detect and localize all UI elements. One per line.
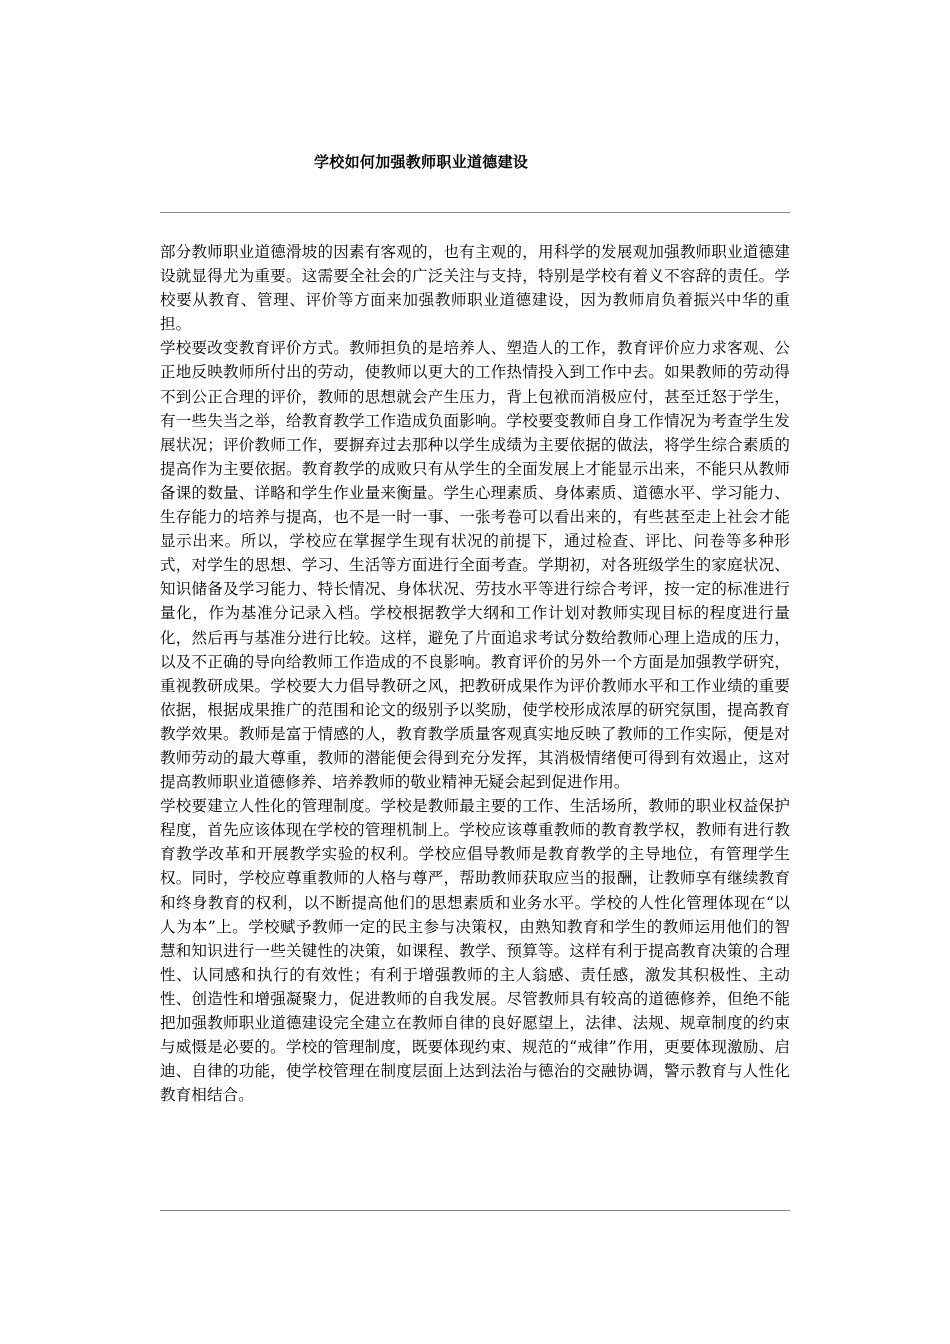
paragraph-management: 学校要建立人性化的管理制度。学校是教师最主要的工作、生活场所，教师的职业权益保护程度，首先应该体现在学校的管理机制上。学校应该尊重教师的教育教学权，教师有进行教育教学改革和开展教学实验的权利。学校应倡导教师是教育教学的主导地位，有管理学生权。同时，学校应尊重教师的人格与尊严，帮助教师获取应当的报酬，让教师享有继续教育和终身教育的权利，以不断提高他们的思想素质和业务水平。学校的人性化管理体现在“以人为本”上。学校赋予教师一定的民主参与决策权，由熟知教育和学生的教师运用他们的智慧和知识进行一些关键性的决策，如课程、教学、预算等。这样有利于提高教育决策的合理性、认同感和执行的有效性；有利于增强教师的主人翁感、责任感，激发其积极性、主动性、创造性和增强凝聚力，促进教师的自我发展。尽管教师具有较高的道德修养，但绝不能把加强教师职业道德建设完全建立在教师自律的良好愿望上，法律、法规、规章制度的约束与威慑是必要的。学校的管理制度，既要体现约束、规范的“戒律”作用，更要体现激励、启迪、自律的功能，使学校管理在制度层面上达到法治与德治的交融协调，警示教育与人性化教育相结合。 xyxy=(160,797,790,1105)
paragraph-evaluation: 学校要改变教育评价方式。教师担负的是培养人、塑造人的工作，教育评价应力求客观、公正地反映教师所付出的劳动，使教师以更大的工作热情投入到工作中去。如果教师的劳动得不到公正合理的评价，教师的思想就会产生压力，背上包袱而消极应付，甚至迁怒于学生，有一些失当之举，给教育教学工作造成负面影响。学校要变教师自身工作情况为考查学生发展状况；评价教师工作，要摒弃过去那种以学生成绩为主要依据的做法，将学生综合素质的提高作为主要依据。教育教学的成败只有从学生的全面发展上才能显示出来，不能只从教师备课的数量、详略和学生作业量来衡量。学生心理素质、身体素质、道德水平、学习能力、生存能力的培养与提高，也不是一时一事、一张考卷可以看出来的，有些甚至走上社会才能显示出来。所以，学校应在掌握学生现有状况的前提下，通过检查、评比、问卷等多种形式，对学生的思想、学习、生活等方面进行全面考查。学期初，对各班级学生的家庭状况、知识储备及学习能力、特长情况、身体状况、劳技水平等进行综合考评，按一定的标准进行量化，作为基准分记录入档。学校根据教学大纲和工作计划对教师实现目标的程度进行量化，然后再与基准分进行比较。这样，避免了片面追求考试分数给教师心理上造成的压力，以及不正确的导向给教师工作造成的不良影响。教育评价的另外一个方面是加强教学研究，重视教研成果。学校要大力倡导教研之风，把教研成果作为评价教师水平和工作业绩的重要依据，根据成果推广的范围和论文的级别予以奖励，使学校形成浓厚的研究氛围，提高教育教学效果。教师是富于情感的人，教育教学质量客观真实地反映了教师的工作实际，便是对教师劳动的最大尊重，教师的潜能便会得到充分发挥，其消极情绪便可得到有效遏止，这对提高教师职业道德修养、培养教师的敬业精神无疑会起到促进作用。 xyxy=(160,339,790,792)
paragraph-intro: 部分教师职业道德滑坡的因素有客观的，也有主观的，用科学的发展观加强教师职业道德建设就显得尤为重要。这需要全社会的广泛关注与支持，特别是学校有着义不容辞的责任。学校要从教育、管理、评价等方面来加强教师职业道德建设，因为教师肩负着振兴中华的重担。 xyxy=(160,243,790,334)
title-divider xyxy=(160,212,790,213)
page-title: 学校如何加强教师职业道德建设 xyxy=(314,153,529,171)
footer-divider xyxy=(160,1210,790,1211)
article-body xyxy=(160,240,790,1107)
